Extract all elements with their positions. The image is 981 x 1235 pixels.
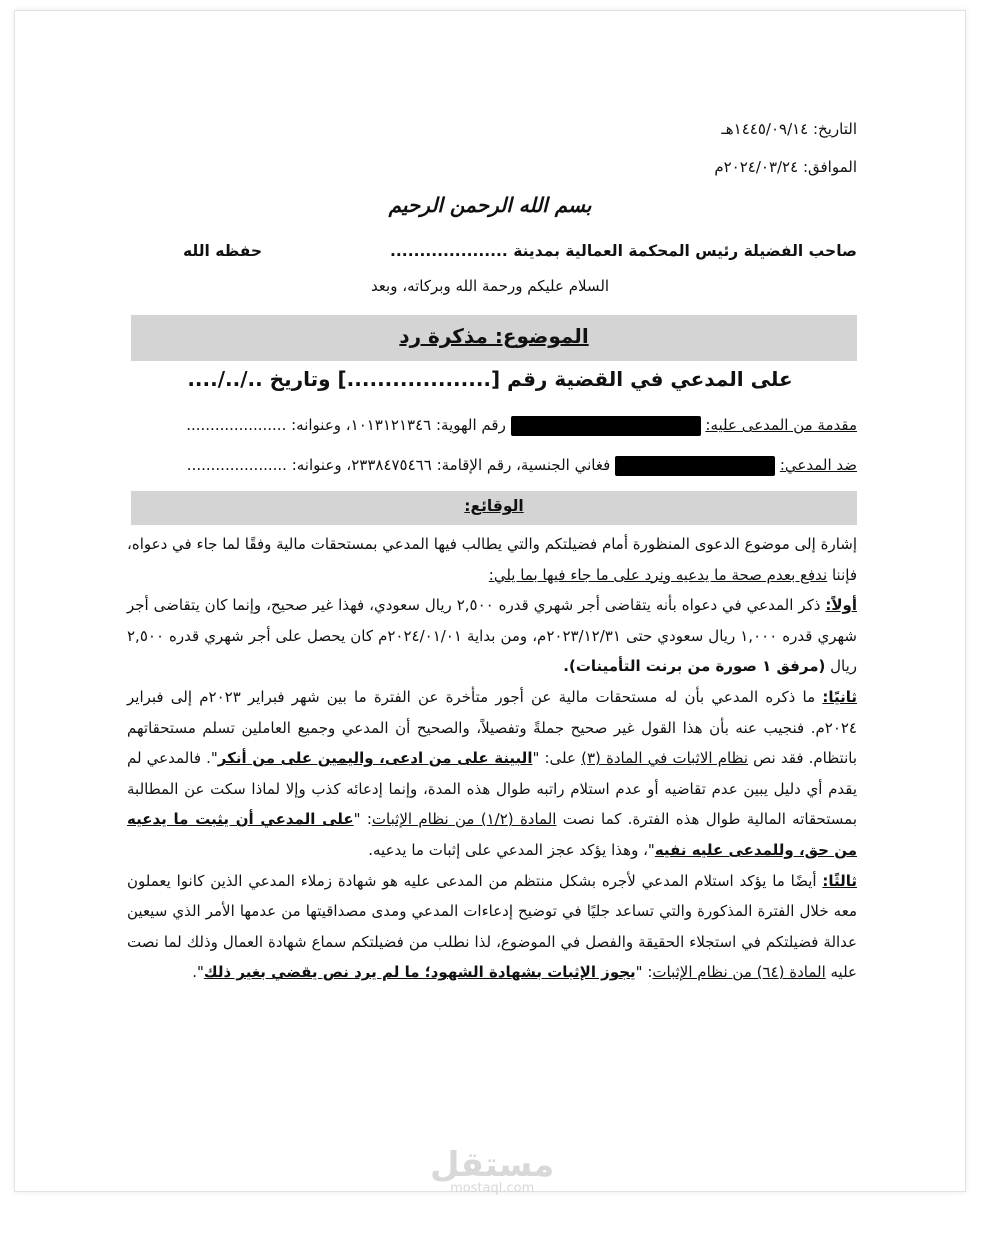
basmala: بسم الله الرحمن الرحيم: [388, 193, 592, 217]
watermark-brand: مستقل: [430, 1145, 555, 1185]
second-text: ". فالمدعي لم يقدم أي دليل يبين عدم تقاضيه أو عدم استلام راتبه طوال هذه المدة، وإنما إدعائه كذب وإلا لماذا سكت عن المطالبة بمستحقاته المالية طوال هذه الفترة. كما نصت: [127, 749, 857, 829]
first-label: أولاً:: [825, 596, 857, 615]
second-label: ثانيًا:: [822, 687, 857, 706]
intro-text: إشارة إلى موضوع الدعوى المنظورة أمام فضيلتكم والتي يطالب فيها المدعي بمستحقات مالية وفقًا لما جاء في دعواه، فإننا: [127, 535, 857, 584]
article-3-ref: نظام الاثبات في المادة (٣): [581, 749, 749, 768]
second-point: [127, 682, 857, 866]
greeting: السلام عليكم ورحمة الله وبركاته، وبعد: [370, 277, 610, 295]
facts-band: [131, 491, 857, 525]
hijri-date: التاريخ: ١٤٤٥/٠٩/١٤هـ: [721, 120, 857, 138]
watermark-domain: mostaql.com: [450, 1181, 535, 1196]
redacted-name-block: [615, 456, 775, 476]
facts-body: [127, 529, 857, 988]
first-attachment: (مرفق ١ صورة من برنت التأمينات).: [563, 657, 826, 676]
third-point: [127, 866, 857, 988]
article-64-ref: المادة (٦٤) من نظام الإثبات: [652, 963, 826, 982]
subject-band: [131, 315, 857, 361]
first-text: ذكر المدعي في دعواه بأنه يتقاضى أجر شهري قدره ٢,٥٠٠ ريال سعودي، فهذا غير صحيح، وإنما كان يتقاضى أجر شهري قدره ١,٠٠٠ ريال سعودي حتى ٢٠٢٣/١٢/٣١م، ومن بداية ٢٠٢٤/٠١/٠١م كان يحصل على أجر شهري قدره ٢,٥٠٠ ريال: [127, 596, 857, 676]
second-text: "، وهذا يؤكد عجز المدعي على إثبات ما يدعيه.: [368, 840, 655, 859]
facts-heading: الوقائع:: [464, 497, 524, 515]
watermark: [430, 1145, 555, 1196]
second-text: على: ": [532, 749, 582, 768]
second-text: : ": [353, 810, 372, 829]
party-from: [123, 415, 857, 436]
document-page: [14, 10, 966, 1192]
gregorian-date: الموافق: ٢٠٢٤/٠٣/٢٤م: [714, 158, 857, 176]
against-details: فغاني الجنسية، رقم الإقامة: ٢٣٣٨٤٧٥٤٦٦، وعنوانه: .....................: [186, 456, 611, 474]
addressee-line: [123, 241, 857, 261]
article-3-quote: البينة على من ادعى، واليمين على من أنكر: [217, 749, 533, 768]
addressee: صاحب الفضيلة رئيس المحكمة العمالية بمدينة ....................: [390, 242, 857, 260]
third-label: ثالثًا:: [822, 871, 857, 890]
article-64-quote: يجوز الإثبات بشهادة الشهود؛ ما لم يرد نص يقضي بغير ذلك: [203, 963, 636, 982]
against-label: ضد المدعي:: [779, 456, 857, 474]
third-text: : ": [635, 963, 653, 982]
third-text: أيضًا ما يؤكد استلام المدعي لأجره بشكل منتظم من المدعى عليه هو شهادة زملاء المدعي الذين كانوا يعملون معه خلال الفترة المذكورة والتي تساعد جليًا في توضيح إدعاءات المدعي ومدى مصداقيتها من عدمها الأمر الذي سيعين عدالة فضيلتكم في استجلاء الحقيقة والفصل في الموضوع، لذا نطلب من فضيلتكم سماع شهادة العمال وذلك لما نصت عليه: [127, 871, 857, 982]
from-label: مقدمة من المدعى عليه:: [705, 416, 857, 434]
third-text: ".: [192, 963, 204, 982]
blessing: حفظه الله: [183, 242, 263, 260]
second-text: ما ذكره المدعي بأن له مستحقات مالية عن أجور متأخرة عن الفترة ما بين شهر فبراير ٢٠٢٣م إلى فبراير ٢٠٢٤م. فنجيب عنه بأن هذا القول غير صحيح جملةً وتفصيلاً، والصحيح أن المدعي وجميع العاملين تسلم مستحقاتهم بانتظام. فقد نص: [127, 687, 857, 768]
first-point: [127, 590, 857, 682]
article-2-1-quote: على المدعي أن يثبت ما يدعيه من حق، وللمدعى عليه نفيه: [127, 810, 857, 859]
party-against: [123, 455, 857, 476]
article-2-1-ref: المادة (١/٢) من نظام الإثبات: [371, 810, 557, 829]
from-details: رقم الهوية: ١٠١٣١٢١٣٤٦، وعنوانه: .....................: [186, 416, 506, 434]
intro-paragraph: [127, 529, 857, 590]
intro-underlined: ندفع بعدم صحة ما يدعيه ونرد على ما جاء فيها بما يلي:: [488, 565, 828, 584]
case-subtitle: على المدعي في القضية رقم [...................] وتاريخ ../../....: [187, 367, 793, 391]
subject-title: الموضوع: مذكرة رد: [399, 324, 589, 348]
redacted-name-block: [511, 416, 701, 436]
